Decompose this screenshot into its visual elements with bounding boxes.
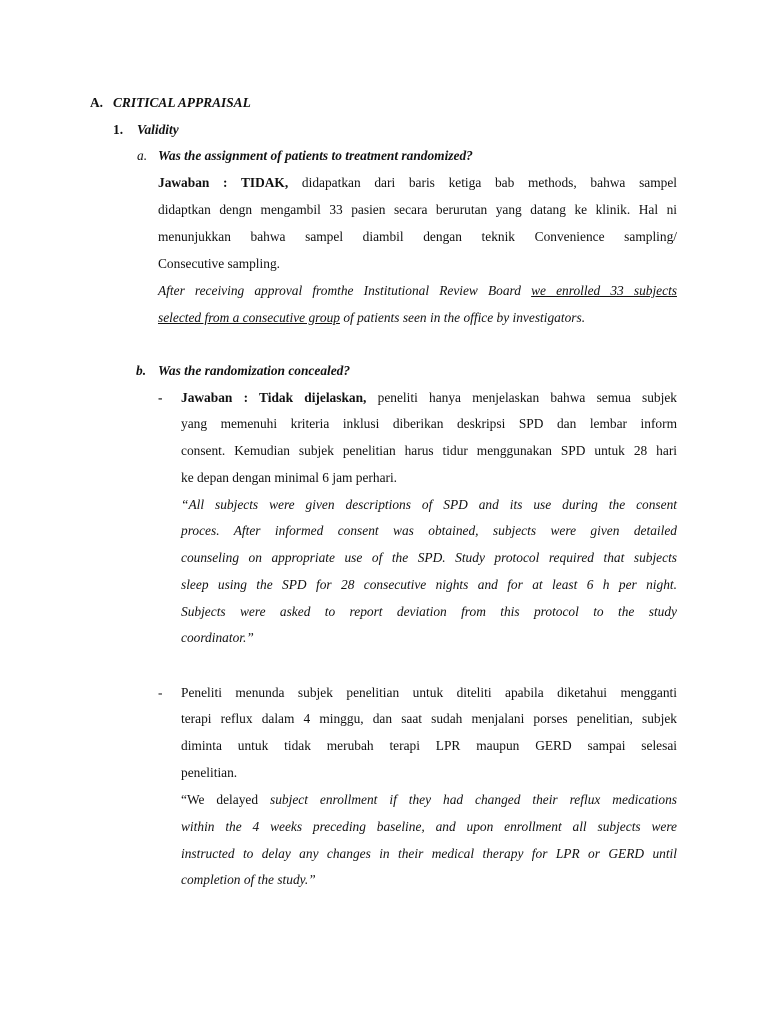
- subsection-title: Validity: [137, 122, 179, 137]
- question-a-title: Was the assignment of patients to treatment randomized?: [158, 148, 473, 163]
- bullet-1-answer-label: Jawaban : Tidak dijelaskan,: [181, 390, 367, 405]
- question-a-answer-line-2: didaptkan dengn mengambil 33 pasien secara berurutan yang datang ke klinik. Hal ni: [158, 202, 677, 217]
- bullet-1-answer-line-4: ke depan dengan minimal 6 jam perhari.: [181, 470, 398, 485]
- section-title: CRITICAL APPRAISAL: [113, 95, 251, 110]
- question-a-quote-line-2: selected from a consecutive group of patients seen in the office by investigators.: [158, 310, 586, 325]
- bullet-2-line-4: penelitian.: [181, 765, 238, 780]
- question-a-answer-line-4: Consecutive sampling.: [158, 256, 280, 271]
- question-b-title: Was the randomization concealed?: [158, 363, 351, 378]
- bullet-1-answer-line-1: Jawaban : Tidak dijelaskan, peneliti hanya menjelaskan bahwa semua subjek: [181, 390, 677, 405]
- bullet-1-marker: -: [158, 390, 163, 405]
- bullet-2-quote-line-2: within the 4 weeks preceding baseline, and upon enrollment all subjects were: [181, 819, 677, 834]
- question-b-letter: b.: [136, 363, 147, 378]
- bullet-1-answer-line-3: consent. Kemudian subjek penelitian harus tidur menggunakan SPD untuk 28 hari: [181, 443, 677, 458]
- bullet-1-quote-line-5: Subjects were asked to report deviation from this protocol to the study: [181, 604, 677, 619]
- bullet-2-line-1: Peneliti menunda subjek penelitian untuk diteliti apabila diketahui mengganti: [181, 685, 677, 700]
- question-a-quote-line-1: After receiving approval fromthe Institutional Review Board we enrolled 33 subjects: [158, 283, 677, 298]
- question-a-letter: a.: [137, 148, 148, 163]
- bullet-2-line-3: diminta untuk tidak merubah terapi LPR maupun GERD sampai selesai: [181, 738, 677, 753]
- bullet-1-quote-line-1: “All subjects were given descriptions of SPD and its use during the consent: [181, 497, 677, 512]
- bullet-1-quote-line-6: coordinator.”: [181, 630, 254, 645]
- bullet-2-quote-line-1: “We delayed subject enrollment if they had changed their reflux medications: [181, 792, 677, 807]
- bullet-2-marker: -: [158, 685, 163, 700]
- section-letter: A.: [90, 95, 104, 110]
- question-a-answer-label: Jawaban : TIDAK,: [158, 175, 289, 190]
- bullet-2-line-2: terapi reflux dalam 4 minggu, dan saat sudah menjalani porses penelitian, subjek: [181, 711, 677, 726]
- bullet-1-quote-line-3: counseling on appropriate use of the SPD. Study protocol required that subjects: [181, 550, 677, 565]
- bullet-2-quote-line-3: instructed to delay any changes in their medical therapy for LPR or GERD until: [181, 846, 677, 861]
- question-a-answer-line-1: Jawaban : TIDAK, didapatkan dari baris ketiga bab methods, bahwa sampel: [158, 175, 677, 190]
- bullet-1-quote-line-2: proces. After informed consent was obtained, subjects were given detailed: [181, 523, 677, 538]
- bullet-1-quote-line-4: sleep using the SPD for 28 consecutive nights and for at least 6 h per night.: [181, 577, 677, 592]
- bullet-1-answer-line-2: yang memenuhi kriteria inklusi diberikan deskripsi SPD dan lembar inform: [181, 416, 677, 431]
- question-a-answer-line-3: menunjukkan bahwa sampel diambil dengan teknik Convenience sampling/: [158, 229, 677, 244]
- subsection-number: 1.: [113, 122, 124, 137]
- bullet-2-quote-line-4: completion of the study.”: [181, 872, 316, 887]
